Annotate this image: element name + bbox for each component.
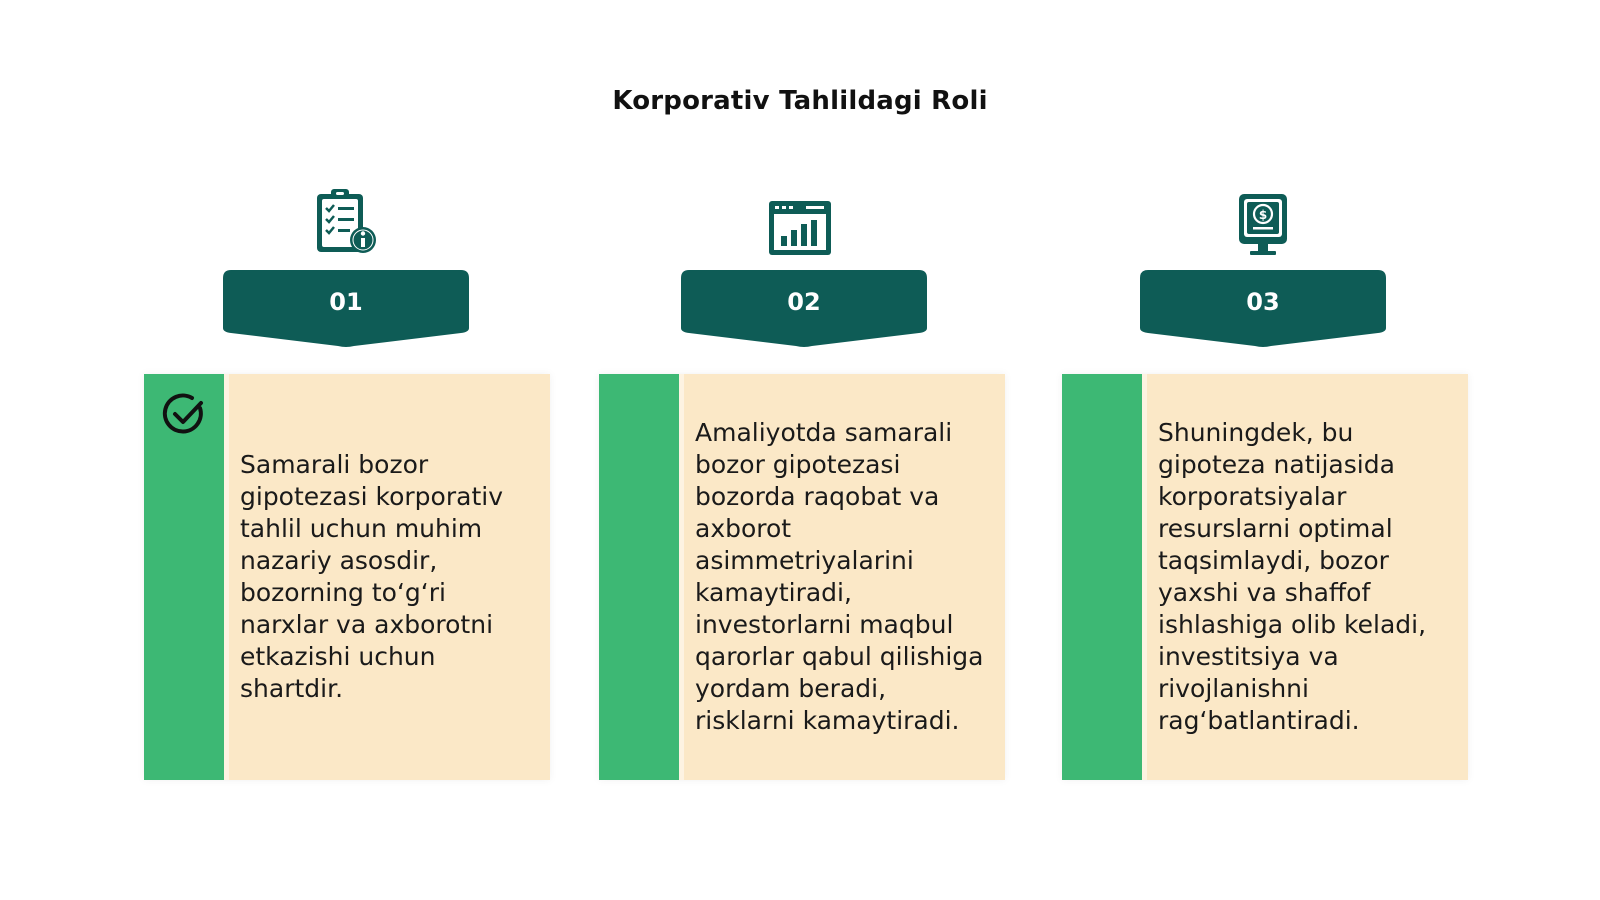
step-card-03 [1062, 374, 1468, 780]
step-card-02 [599, 374, 1005, 780]
card-divider [224, 374, 229, 780]
check-circle-icon [162, 392, 208, 438]
step-description [695, 374, 991, 780]
page-title: Korporativ Tahlildagi Roli [612, 86, 988, 116]
step-description [1158, 374, 1454, 780]
step-text: Amaliyotda samarali bozor gipotezasi bozorda raqobat va axborot asimmetriyalarini kamaytiradi, investorlarni maqbul qarorlar qabul qilishiga yordam beradi, risklarni kamaytiradi. [695, 418, 984, 735]
step-tab-03 [1140, 270, 1386, 348]
step-tab-01 [223, 270, 469, 348]
step-card-01 [144, 374, 550, 780]
card-stripe [599, 374, 679, 780]
step-text: Samarali bozor gipotezasi korporativ tahlil uchun muhim nazariy asosdir, bozorning to‘g‘ri narxlar va axborotni etkazishi uchun shartdir. [240, 450, 503, 703]
svg-text:$: $ [1258, 208, 1268, 222]
step-text: Shuningdek, bu gipoteza natijasida korporatsiyalar resurslarni optimal taqsimlaydi, bozor yaxshi va shaffof ishlashiga olib keladi, investitsiya va rivojlanishni rag‘batlantiradi. [1158, 418, 1427, 735]
card-divider [1142, 374, 1147, 780]
card-stripe [1062, 374, 1142, 780]
browser-bar-chart-icon [766, 194, 836, 264]
clipboard-checklist-info-icon [311, 186, 381, 256]
monitor-dollar-icon [1228, 190, 1298, 260]
step-number: 01 [329, 288, 363, 316]
step-description [240, 374, 536, 780]
card-divider [679, 374, 684, 780]
step-number: 02 [787, 288, 821, 316]
step-tab-02 [681, 270, 927, 348]
step-number: 03 [1246, 288, 1280, 316]
